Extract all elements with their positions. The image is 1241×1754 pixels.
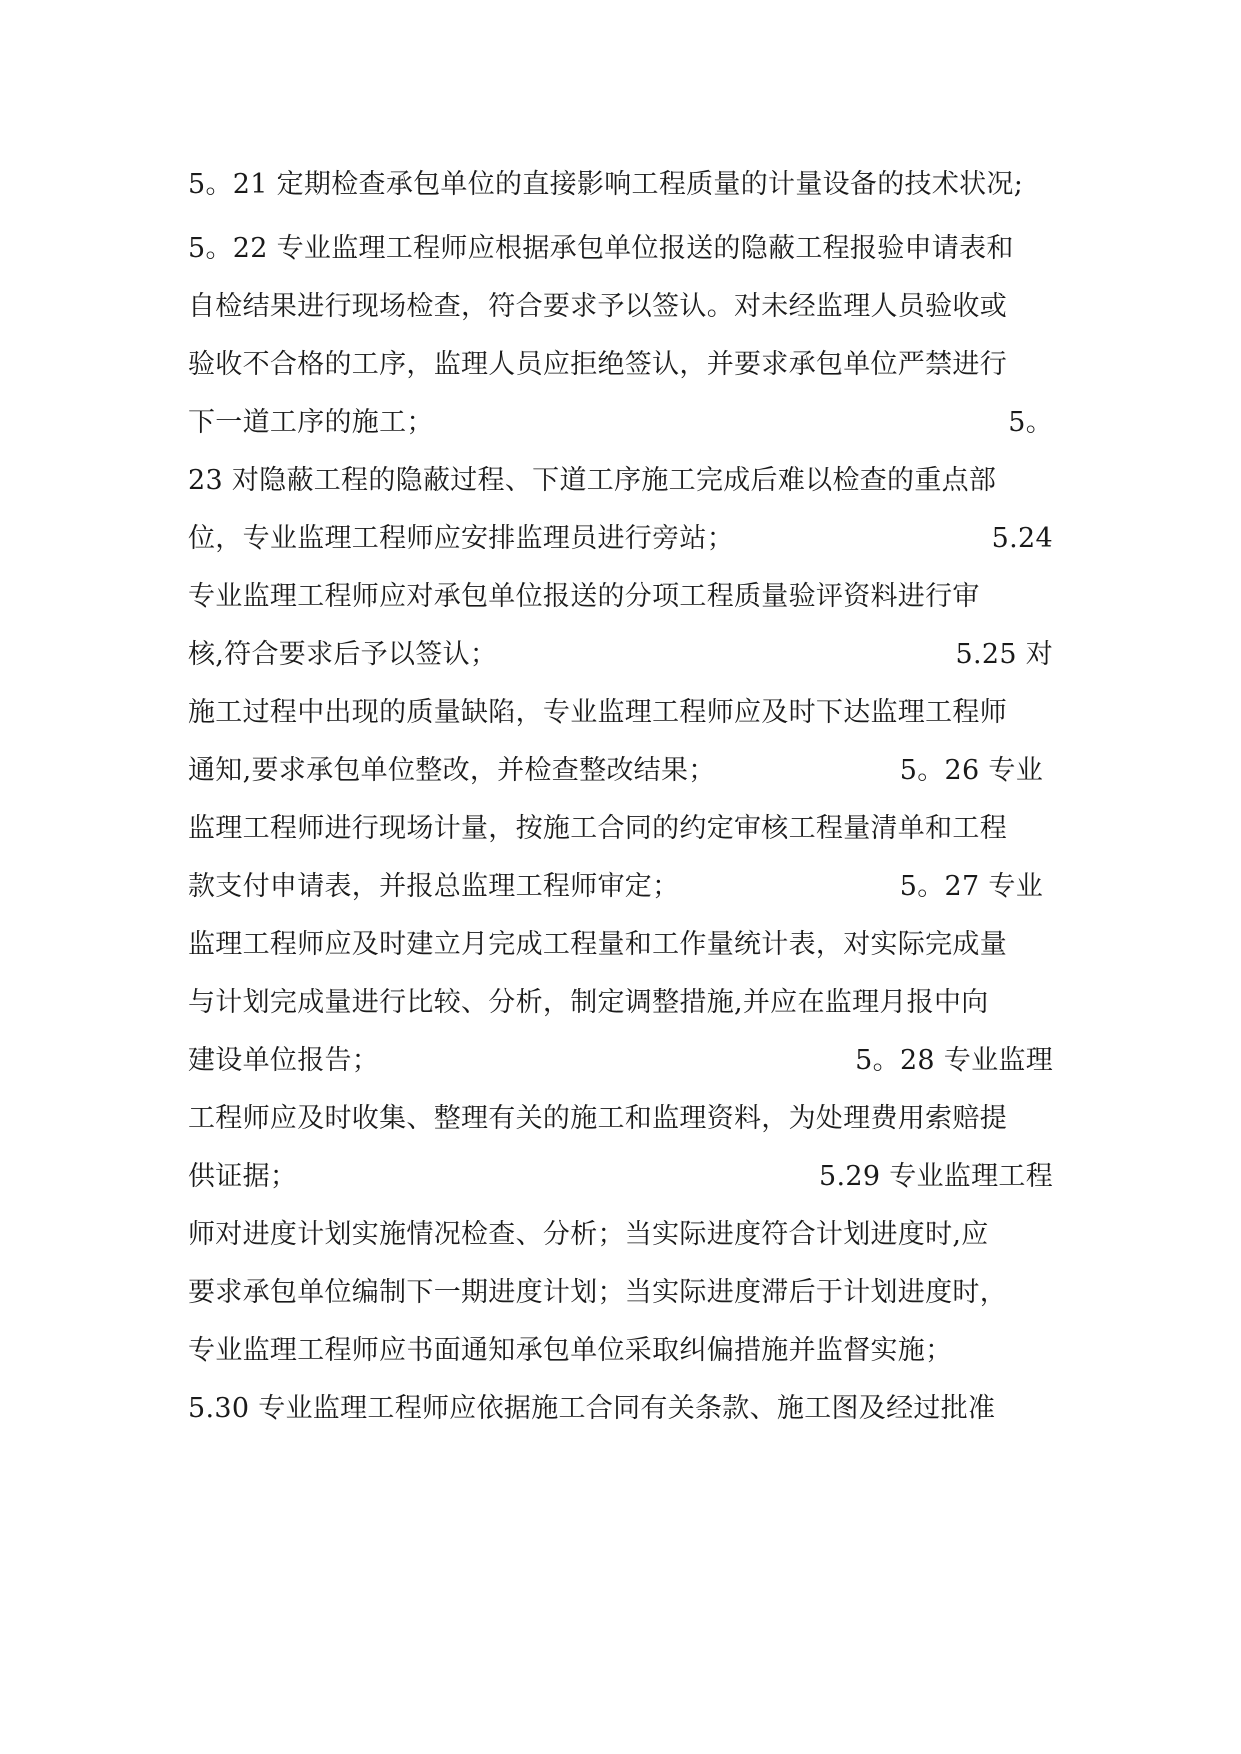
line-text: 验收不合格的工序，监理人员应拒绝签认，并要求承包单位严禁进行 [188, 349, 1007, 380]
text-line [188, 1273, 1053, 1313]
text-line [188, 403, 1053, 443]
line-tail: 5.25 对 [955, 639, 1053, 670]
text-line [188, 983, 1053, 1023]
line-text: 位，专业监理工程师应安排监理员进行旁站； [188, 523, 734, 554]
text-line [188, 165, 1053, 205]
line-text: 自检结果进行现场检查，符合要求予以签认。对未经监理人员验收或 [188, 291, 1007, 322]
text-line [188, 229, 1053, 269]
line-tail: 5。27 专业 [899, 871, 1043, 902]
text-line [188, 345, 1053, 385]
line-tail: 5.24 [991, 523, 1053, 554]
line-text: 施工过程中出现的质量缺陷，专业监理工程师应及时下达监理工程师 [188, 697, 1007, 728]
text-line [188, 1215, 1053, 1255]
line-text: 师对进度计划实施情况检查、分析；当实际进度符合计划进度时,应 [188, 1219, 989, 1250]
line-text: 5。21 定期检查承包单位的直接影响工程质量的计量设备的技术状况; [188, 169, 1024, 200]
line-tail: 5.29 专业监理工程 [819, 1161, 1053, 1192]
line-text: 供证据； [188, 1161, 298, 1192]
line-text: 23 对隐蔽工程的隐蔽过程、下道工序施工完成后难以检查的重点部 [188, 465, 997, 496]
line-text: 专业监理工程师应对承包单位报送的分项工程质量验评资料进行审 [188, 581, 980, 612]
line-text: 工程师应及时收集、整理有关的施工和监理资料，为处理费用索赔提 [188, 1103, 1007, 1134]
line-text: 专业监理工程师应书面通知承包单位采取纠偏措施并监督实施； [188, 1335, 953, 1366]
text-line [188, 751, 1053, 791]
line-text: 5。22 专业监理工程师应根据承包单位报送的隐蔽工程报验申请表和 [188, 233, 1014, 264]
text-line [188, 1389, 1053, 1429]
text-line [188, 693, 1053, 733]
line-text: 监理工程师进行现场计量，按施工合同的约定审核工程量清单和工程 [188, 813, 1007, 844]
text-line [188, 635, 1053, 675]
line-text: 要求承包单位编制下一期进度计划；当实际进度滞后于计划进度时， [188, 1277, 1007, 1308]
line-text: 通知,要求承包单位整改，并检查整改结果； [188, 755, 716, 786]
line-text: 5.30 专业监理工程师应依据施工合同有关条款、施工图及经过批准 [188, 1393, 996, 1424]
line-text: 款支付申请表，并报总监理工程师审定； [188, 871, 680, 902]
text-line [188, 1331, 1053, 1371]
line-tail: 5。26 专业 [899, 755, 1043, 786]
text-line [188, 1099, 1053, 1139]
line-text: 监理工程师应及时建立月完成工程量和工作量统计表，对实际完成量 [188, 929, 1007, 960]
text-line [188, 1157, 1053, 1197]
text-line [188, 925, 1053, 965]
text-line [188, 809, 1053, 849]
line-text: 下一道工序的施工； [188, 407, 434, 438]
line-text: 建设单位报告； [188, 1045, 380, 1076]
text-line [188, 519, 1053, 559]
text-line [188, 1041, 1053, 1081]
text-line [188, 287, 1053, 327]
line-text: 与计划完成量进行比较、分析，制定调整措施,并应在监理月报中向 [188, 987, 989, 1018]
line-text: 核,符合要求后予以签认； [188, 639, 498, 670]
text-line [188, 461, 1053, 501]
text-line [188, 867, 1053, 907]
text-line [188, 577, 1053, 617]
line-tail: 5。 [1008, 407, 1053, 438]
line-tail: 5。28 专业监理 [855, 1045, 1053, 1076]
